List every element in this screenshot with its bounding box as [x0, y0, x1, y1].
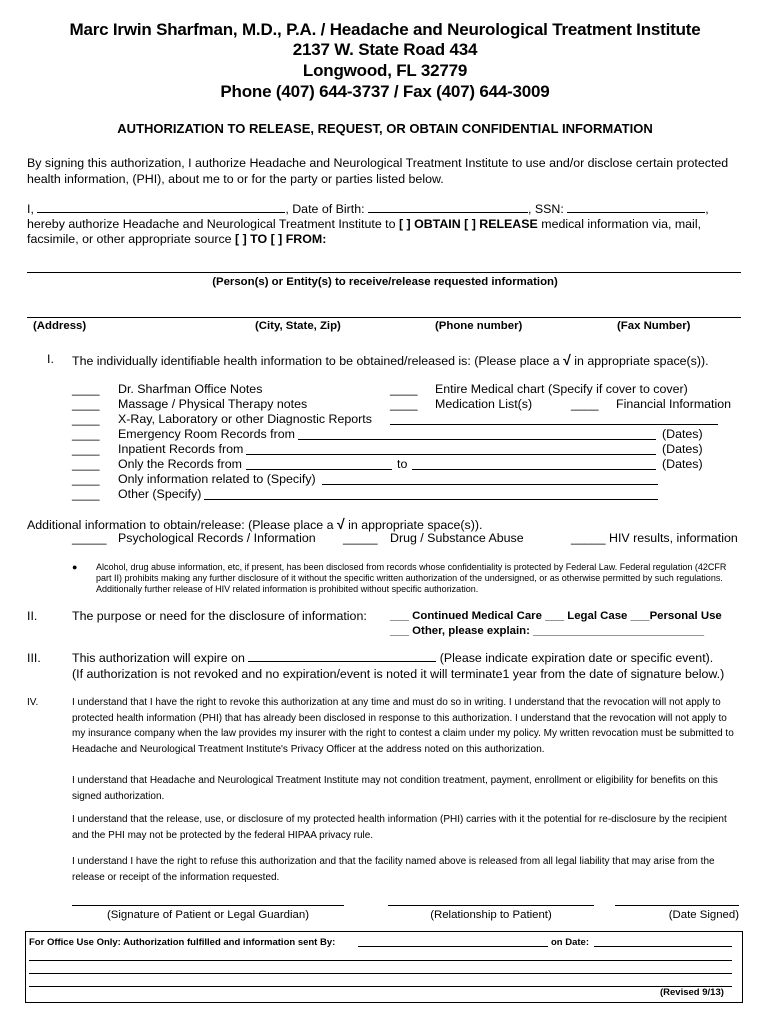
practice-street: 2137 W. State Road 434 [292, 40, 478, 59]
blank-r1[interactable]: ____ [390, 382, 418, 396]
patient-i-label: I, [27, 202, 34, 216]
item-er-records: Emergency Room Records from [118, 427, 295, 441]
additional-text-end: in appropriate space(s)). [348, 518, 483, 532]
section-2-number: II. [27, 609, 38, 623]
fax-label: (Fax Number) [617, 320, 691, 332]
section-1-heading [72, 352, 709, 368]
item-only-info: Only information related to (Specify) [118, 472, 316, 486]
office-date-field[interactable] [594, 946, 732, 947]
blank-7[interactable]: ____ [72, 472, 100, 486]
blank-5[interactable]: ____ [72, 442, 100, 456]
expire-text-end: (Please indicate expiration date or specific event). [439, 651, 714, 665]
item-medication: Medication List(s) [435, 397, 533, 411]
item-xray: X-Ray, Laboratory or other Diagnostic Reports [118, 412, 372, 426]
facsimile-line [27, 232, 326, 246]
other-specify-field[interactable] [204, 499, 658, 500]
er-dates: (Dates) [662, 427, 703, 441]
office-use-label: For Office Use Only: Authorization fulfilled and information sent By: [29, 937, 336, 948]
inpatient-dates: (Dates) [662, 442, 703, 456]
additional-text: Additional information to obtain/release: (Please place a [27, 518, 334, 532]
ssn-label: , SSN: [528, 202, 564, 216]
federal-notice: Alcohol, drug abuse information, etc, if present, has been disclosed from records whose confidentiality is protected by Federal Law. Federal regulation (42CFR part II) prohibits making any further disclosure of it without the specific written authorization of the undersigned, or as otherwise permitted by such regulations. Additionally further release of HIV related information is prohibited without specific authorization. [96, 562, 727, 594]
relationship-label: (Relationship to Patient) [430, 909, 552, 921]
blank-6[interactable]: ____ [72, 457, 100, 471]
phone-label: (Phone number) [435, 320, 523, 332]
relationship-field[interactable] [388, 905, 594, 906]
to-checkbox[interactable]: [ ] TO [235, 232, 268, 246]
blank-4[interactable]: ____ [72, 427, 100, 441]
blank-r3[interactable]: ____ [571, 397, 599, 411]
expire-note: (If authorization is not revoked and no expiration/event is noted it will terminate1 year from the date of signature below.) [72, 667, 725, 681]
blank-r2[interactable]: ____ [390, 397, 418, 411]
sent-by-field[interactable] [358, 946, 548, 947]
office-line-4[interactable] [29, 986, 732, 987]
form-title: AUTHORIZATION TO RELEASE, REQUEST, OR OBTAIN CONFIDENTIAL INFORMATION [117, 121, 653, 136]
section-1-text-end: in appropriate space(s)). [574, 354, 709, 368]
office-line-3[interactable] [29, 973, 732, 974]
item-financial: Financial Information [616, 397, 732, 411]
er-from-field[interactable] [298, 439, 656, 440]
additional-heading [27, 516, 482, 532]
bullet-icon: ● [72, 562, 78, 572]
item-entire-chart: Entire Medical chart (Specify if cover to cover) [435, 382, 688, 396]
blank-3[interactable]: ____ [72, 412, 100, 426]
refuse-paragraph: I understand I have the right to refuse this authorization and that the facility named above is released from all legal liability that may arise from the release or receipt of the information requested. [72, 856, 715, 883]
facsimile-text: facsimile, or other appropriate source [27, 232, 232, 246]
xray-extra-field[interactable] [390, 424, 718, 425]
section-1-number: I. [47, 352, 54, 366]
inpatient-from-field[interactable] [246, 454, 656, 455]
person-entity-field[interactable] [27, 272, 741, 273]
on-date-label: on Date: [551, 937, 589, 948]
release-checkbox[interactable]: [ ] RELEASE [464, 217, 538, 231]
purpose-other[interactable]: ___ Other, please explain: ___________________________ [390, 625, 705, 637]
patient-name-field[interactable] [37, 202, 285, 213]
only-records-from-field[interactable] [246, 469, 392, 470]
ssn-field[interactable] [567, 202, 705, 213]
checkmark-icon: √ [563, 352, 571, 368]
date-signed-field[interactable] [615, 905, 739, 906]
office-line-2[interactable] [29, 960, 732, 961]
item-psych: Psychological Records / Information [118, 531, 316, 545]
purpose-options[interactable]: ___ Continued Medical Care ___ Legal Case ___Personal Use [390, 610, 722, 622]
authorize-line [27, 217, 701, 231]
item-drug: Drug / Substance Abuse [390, 531, 524, 545]
condition-paragraph: I understand that Headache and Neurological Treatment Institute may not condition treatment, payment, enrollment or eligibility for benefits on this signed authorization. [72, 775, 718, 802]
practice-name: Marc Irwin Sharfman, M.D., P.A. / Headache and Neurological Treatment Institute [69, 20, 701, 39]
only-info-specify-field[interactable] [322, 484, 658, 485]
item-massage-notes: Massage / Physical Therapy notes [118, 397, 308, 411]
comma: , [705, 202, 709, 216]
section-1-text: The individually identifiable health information to be obtained/released is: (Please place a [72, 354, 560, 368]
address-field[interactable] [27, 317, 741, 318]
dob-field[interactable] [368, 202, 528, 213]
only-records-to: to [397, 457, 408, 471]
item-office-notes: Dr. Sharfman Office Notes [118, 382, 263, 396]
blank-drug[interactable]: _____ [343, 531, 378, 545]
dob-label: , Date of Birth: [285, 202, 365, 216]
revised-note: (Revised 9/13) [660, 987, 724, 998]
city-label: (City, State, Zip) [255, 320, 341, 332]
authorize-text: hereby authorize Headache and Neurological Treatment Institute to [27, 217, 396, 231]
patient-signature-field[interactable] [72, 905, 344, 906]
item-inpatient: Inpatient Records from [118, 442, 244, 456]
item-only-records: Only the Records from [118, 457, 242, 471]
expire-line [72, 651, 713, 665]
obtain-checkbox[interactable]: [ ] OBTAIN [398, 217, 461, 231]
blank-1[interactable]: ____ [72, 382, 100, 396]
item-hiv: HIV results, information [609, 531, 738, 545]
expiration-field[interactable] [248, 651, 436, 662]
blank-8[interactable]: ____ [72, 487, 100, 501]
practice-phone-fax: Phone (407) 644-3737 / Fax (407) 644-3009 [220, 82, 550, 101]
only-records-to-field[interactable] [412, 469, 656, 470]
from-checkbox[interactable]: [ ] FROM: [270, 232, 327, 246]
only-records-dates: (Dates) [662, 457, 703, 471]
revocation-paragraph: I understand that I have the right to revoke this authorization at any time and must do so in writing. I understand that the revocation will not apply to protected health information (PHI) that has already been disclosed in response to this authorization. I understand that the revocation will not apply to my insurance company when the law provides my insurer with the right to contest a claim under my policy. My written revocation must be submitted to Headache and Neurological Treatment Institute's Privacy Officer at the address noted on this authorization. [72, 697, 734, 755]
via-text: medical information via, mail, [541, 217, 702, 231]
patient-signature-label: (Signature of Patient or Legal Guardian) [107, 909, 309, 921]
blank-psych[interactable]: _____ [72, 531, 107, 545]
blank-2[interactable]: ____ [72, 397, 100, 411]
section-3-number: III. [27, 651, 41, 665]
item-other: Other (Specify) [118, 487, 202, 501]
patient-line [27, 202, 709, 216]
section-2-text: The purpose or need for the disclosure of information: [72, 609, 367, 623]
person-entity-label: (Person(s) or Entity(s) to receive/release requested information) [212, 276, 558, 288]
date-signed-label: (Date Signed) [668, 909, 739, 921]
section-4-number: IV. [27, 697, 39, 708]
redisclosure-paragraph: I understand that the release, use, or disclosure of my protected health information (PHI) carries with it the potential for re-disclosure by the recipient and the PHI may not be protected by the federal HIPAA privacy rule. [72, 814, 727, 841]
expire-text: This authorization will expire on [72, 651, 245, 665]
practice-city: Longwood, FL 32779 [302, 61, 468, 80]
blank-hiv[interactable]: _____ [571, 531, 606, 545]
address-label: (Address) [33, 320, 87, 332]
checkmark-icon-2: √ [336, 516, 345, 532]
intro-paragraph: By signing this authorization, I authorize Headache and Neurological Treatment Institute to use and/or disclose certain protected health information, (PHI), about me to or for the party or parties listed below. [27, 156, 729, 186]
